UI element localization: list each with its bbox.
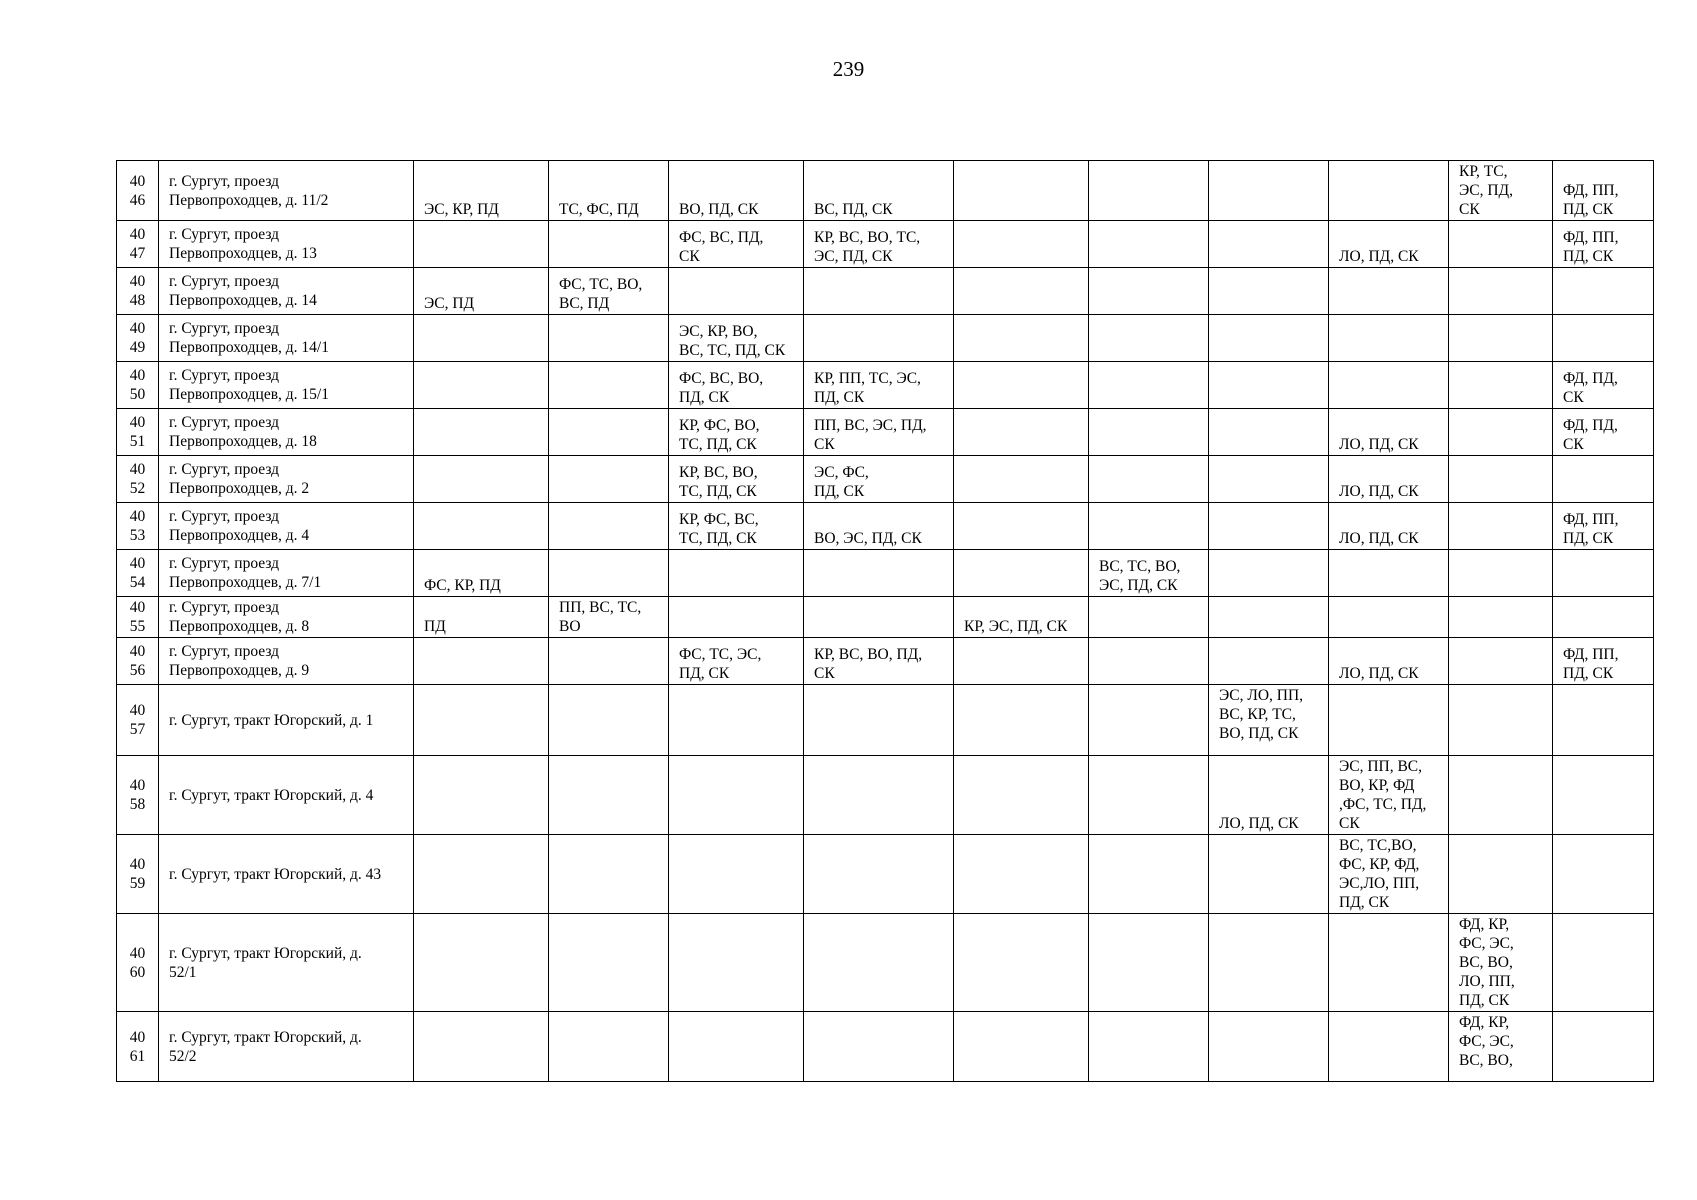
address-cell	[159, 409, 414, 456]
service-codes: ПП, ВС, ТС, ВО	[559, 599, 642, 635]
address-text: г. Сургут, тракт Югорский, д. 52/2	[169, 1028, 362, 1065]
service-cell	[1089, 409, 1209, 456]
service-cell	[549, 685, 669, 756]
service-cell	[414, 161, 549, 221]
service-codes: ФД, ПП, ПД, СК	[1563, 511, 1619, 547]
service-cell	[804, 597, 954, 638]
service-codes: ЛО, ПД, СК	[1339, 530, 1419, 547]
service-cell	[1553, 456, 1654, 503]
service-cell	[954, 638, 1089, 685]
service-cell	[1329, 503, 1449, 550]
service-cell	[549, 268, 669, 315]
row-number-cell	[117, 638, 159, 685]
service-codes: КР, ВС, ВО, ТС, ПД, СК	[679, 464, 758, 500]
service-cell	[954, 1012, 1089, 1082]
service-codes: ЭС, ПД	[424, 295, 475, 312]
row-number: 40 61	[129, 1028, 146, 1065]
service-codes: ФД, ПП, ПД, СК	[1563, 182, 1619, 218]
service-codes: КР, ФС, ВО, ТС, ПД, СК	[679, 417, 760, 453]
row-number-cell	[117, 268, 159, 315]
service-codes: ЭС, ПП, ВС, ВО, КР, ФД ,ФС, ТС, ПД, СК	[1339, 758, 1427, 832]
service-cell	[1089, 685, 1209, 756]
service-cell	[1209, 638, 1329, 685]
service-cell	[549, 597, 669, 638]
row-number-cell	[117, 362, 159, 409]
address-text: г. Сургут, проезд Первопроходцев, д. 9	[169, 643, 310, 679]
service-cell	[954, 362, 1089, 409]
service-codes: КР, ПП, ТС, ЭС, ПД, СК	[814, 370, 921, 406]
service-cell	[1449, 638, 1553, 685]
table-row	[117, 221, 1654, 268]
service-cell	[414, 835, 549, 914]
address-text: г. Сургут, тракт Югорский, д. 43	[169, 865, 382, 883]
address-cell	[159, 362, 414, 409]
service-cell	[1553, 221, 1654, 268]
service-cell	[954, 756, 1089, 835]
service-cell	[1553, 161, 1654, 221]
service-cell	[669, 503, 804, 550]
row-number: 40 54	[129, 555, 146, 591]
service-cell	[1449, 503, 1553, 550]
service-cell	[669, 1012, 804, 1082]
service-cell	[954, 597, 1089, 638]
service-cell	[414, 550, 549, 597]
service-cell	[954, 550, 1089, 597]
service-cell	[804, 756, 954, 835]
address-cell	[159, 1012, 414, 1082]
service-cell	[549, 409, 669, 456]
table-row	[117, 161, 1654, 221]
address-cell	[159, 914, 414, 1012]
address-text: г. Сургут, проезд Первопроходцев, д. 7/1	[169, 555, 322, 591]
service-cell	[1449, 315, 1553, 362]
service-codes: ЛО, ПД, СК	[1339, 483, 1419, 500]
service-cell	[1553, 1012, 1654, 1082]
service-codes: ФД, ПП, ПД, СК	[1563, 646, 1619, 682]
service-cell	[1089, 503, 1209, 550]
service-cell	[549, 161, 669, 221]
address-text: г. Сургут, проезд Первопроходцев, д. 4	[169, 508, 310, 544]
row-number-cell	[117, 914, 159, 1012]
address-cell	[159, 503, 414, 550]
row-number-cell	[117, 315, 159, 362]
service-codes: ФС, КР, ПД	[424, 577, 501, 594]
row-number-cell	[117, 1012, 159, 1082]
service-cell	[954, 268, 1089, 315]
service-cell	[549, 1012, 669, 1082]
address-cell	[159, 597, 414, 638]
service-cell	[1449, 914, 1553, 1012]
address-cell	[159, 315, 414, 362]
service-cell	[669, 268, 804, 315]
table-row	[117, 1012, 1654, 1082]
service-cell	[669, 756, 804, 835]
service-cell	[669, 685, 804, 756]
service-cell	[954, 221, 1089, 268]
table-row	[117, 685, 1654, 756]
service-cell	[1449, 362, 1553, 409]
address-cell	[159, 550, 414, 597]
service-cell	[1209, 550, 1329, 597]
service-cell	[414, 685, 549, 756]
service-cell	[1553, 597, 1654, 638]
service-cell	[804, 456, 954, 503]
table-row	[117, 503, 1654, 550]
row-number-cell	[117, 835, 159, 914]
table-row	[117, 914, 1654, 1012]
service-cell	[1449, 456, 1553, 503]
service-cell	[414, 456, 549, 503]
service-codes: ЭС, ФС, ПД, СК	[814, 464, 869, 500]
service-cell	[1209, 503, 1329, 550]
service-cell	[1329, 268, 1449, 315]
table-row	[117, 550, 1654, 597]
service-cell	[1329, 221, 1449, 268]
service-codes: ТС, ФС, ПД	[559, 201, 639, 218]
service-cell	[954, 685, 1089, 756]
service-codes: ЛО, ПД, СК	[1339, 436, 1419, 453]
service-cell	[1329, 1012, 1449, 1082]
service-codes: ФС, ТС, ЭС, ПД, СК	[679, 646, 762, 682]
table-row	[117, 456, 1654, 503]
address-text: г. Сургут, проезд Первопроходцев, д. 18	[169, 414, 317, 450]
service-cell	[1329, 362, 1449, 409]
service-cell	[804, 268, 954, 315]
service-cell	[1209, 756, 1329, 835]
service-cell	[954, 161, 1089, 221]
address-cell	[159, 161, 414, 221]
address-register-table	[116, 160, 1654, 1082]
table-row	[117, 597, 1654, 638]
address-text: г. Сургут, проезд Первопроходцев, д. 15/1	[169, 367, 329, 403]
address-text: г. Сургут, тракт Югорский, д. 52/1	[169, 944, 362, 981]
row-number-cell	[117, 503, 159, 550]
service-cell	[414, 638, 549, 685]
service-cell	[1553, 835, 1654, 914]
service-cell	[1209, 456, 1329, 503]
row-number: 40 53	[129, 508, 146, 544]
row-number: 40 50	[129, 367, 146, 403]
service-codes: ВО, ЭС, ПД, СК	[814, 530, 922, 547]
row-number-cell	[117, 456, 159, 503]
table-row	[117, 315, 1654, 362]
service-codes: ВО, ПД, СК	[679, 201, 759, 218]
service-cell	[549, 503, 669, 550]
service-codes: ФС, ВС, ПД, СК	[679, 229, 764, 265]
address-cell	[159, 268, 414, 315]
row-number: 40 47	[129, 226, 146, 262]
service-cell	[1329, 456, 1449, 503]
service-cell	[804, 161, 954, 221]
service-cell	[804, 503, 954, 550]
service-cell	[414, 503, 549, 550]
service-cell	[1089, 914, 1209, 1012]
service-cell	[1553, 550, 1654, 597]
service-codes: ВС, ТС,ВО, ФС, КР, ФД, ЭС,ЛО, ПП, ПД, СК	[1339, 837, 1420, 911]
row-number-cell	[117, 756, 159, 835]
service-cell	[1553, 756, 1654, 835]
service-cell	[954, 835, 1089, 914]
service-cell	[1449, 1012, 1553, 1082]
service-cell	[549, 756, 669, 835]
service-cell	[669, 456, 804, 503]
address-cell	[159, 685, 414, 756]
service-cell	[1209, 1012, 1329, 1082]
service-cell	[804, 221, 954, 268]
table-row	[117, 835, 1654, 914]
service-cell	[1553, 638, 1654, 685]
service-cell	[1089, 362, 1209, 409]
service-codes: ВС, ТС, ВО, ЭС, ПД, СК	[1099, 558, 1181, 594]
service-codes: ЭС, КР, ВО, ВС, ТС, ПД, СК	[679, 323, 786, 359]
address-text: г. Сургут, проезд Первопроходцев, д. 2	[169, 461, 310, 497]
service-cell	[804, 315, 954, 362]
service-cell	[1209, 409, 1329, 456]
address-cell	[159, 456, 414, 503]
service-cell	[1329, 597, 1449, 638]
address-cell	[159, 221, 414, 268]
service-codes: ФД, ПД, СК	[1563, 370, 1618, 406]
service-cell	[1089, 597, 1209, 638]
service-codes: ФД, ПП, ПД, СК	[1563, 229, 1619, 265]
table-row	[117, 638, 1654, 685]
row-number: 40 58	[129, 777, 146, 813]
service-cell	[1209, 597, 1329, 638]
service-cell	[414, 315, 549, 362]
address-cell	[159, 835, 414, 914]
service-cell	[669, 835, 804, 914]
service-cell	[804, 914, 954, 1012]
service-cell	[669, 914, 804, 1012]
service-cell	[1553, 268, 1654, 315]
address-text: г. Сургут, тракт Югорский, д. 1	[169, 711, 374, 729]
service-cell	[1089, 456, 1209, 503]
service-cell	[954, 503, 1089, 550]
row-number-cell	[117, 597, 159, 638]
service-cell	[549, 835, 669, 914]
service-cell	[669, 315, 804, 362]
service-cell	[1089, 756, 1209, 835]
row-number-cell	[117, 685, 159, 756]
service-codes: ЛО, ПД, СК	[1339, 248, 1419, 265]
service-cell	[669, 221, 804, 268]
row-number: 40 51	[129, 414, 146, 450]
table-row	[117, 362, 1654, 409]
service-cell	[549, 550, 669, 597]
service-cell	[1329, 638, 1449, 685]
row-number: 40 57	[129, 702, 146, 738]
row-number-cell	[117, 550, 159, 597]
service-cell	[1329, 161, 1449, 221]
row-number-cell	[117, 161, 159, 221]
service-cell	[414, 362, 549, 409]
address-text: г. Сургут, тракт Югорский, д. 4	[169, 786, 374, 804]
service-cell	[1449, 221, 1553, 268]
service-cell	[804, 409, 954, 456]
service-cell	[1209, 315, 1329, 362]
service-codes: ФС, ТС, ВО, ВС, ПД	[559, 276, 643, 312]
service-cell	[1449, 597, 1553, 638]
service-cell	[1553, 409, 1654, 456]
address-cell	[159, 638, 414, 685]
service-cell	[1553, 914, 1654, 1012]
service-cell	[1089, 550, 1209, 597]
service-cell	[1329, 315, 1449, 362]
service-codes: КР, ВС, ВО, ПД, СК	[814, 646, 923, 682]
service-cell	[669, 550, 804, 597]
service-cell	[1553, 362, 1654, 409]
row-number: 40 59	[129, 856, 146, 892]
service-cell	[1553, 685, 1654, 756]
service-cell	[549, 221, 669, 268]
service-codes: КР, ТС, ЭС, ПД, СК	[1459, 163, 1513, 218]
row-number: 40 60	[129, 944, 146, 981]
service-cell	[1209, 914, 1329, 1012]
service-cell	[1209, 268, 1329, 315]
service-cell	[954, 315, 1089, 362]
address-text: г. Сургут, проезд Первопроходцев, д. 13	[169, 226, 317, 262]
service-cell	[414, 409, 549, 456]
service-cell	[1089, 221, 1209, 268]
service-cell	[804, 685, 954, 756]
service-cell	[549, 914, 669, 1012]
service-cell	[549, 638, 669, 685]
address-text: г. Сургут, проезд Первопроходцев, д. 14	[169, 273, 317, 309]
service-cell	[1553, 503, 1654, 550]
service-cell	[1089, 161, 1209, 221]
service-codes: ВС, ПД, СК	[814, 201, 893, 218]
service-codes: ФД, КР, ФС, ЭС, ВС, ВО, ЛО, ПП, ПД, СК	[1459, 916, 1515, 1009]
service-cell	[1449, 756, 1553, 835]
service-cell	[1329, 835, 1449, 914]
table-row	[117, 268, 1654, 315]
service-cell	[1449, 550, 1553, 597]
service-cell	[549, 456, 669, 503]
row-number: 40 49	[129, 320, 146, 356]
service-cell	[414, 268, 549, 315]
service-cell	[669, 597, 804, 638]
row-number: 40 55	[129, 599, 146, 635]
service-cell	[669, 638, 804, 685]
service-cell	[1553, 315, 1654, 362]
service-cell	[414, 756, 549, 835]
service-cell	[549, 362, 669, 409]
service-cell	[414, 221, 549, 268]
service-cell	[1089, 268, 1209, 315]
service-cell	[414, 1012, 549, 1082]
row-number: 40 56	[129, 643, 146, 679]
service-cell	[1209, 362, 1329, 409]
service-cell	[1449, 409, 1553, 456]
service-cell	[669, 362, 804, 409]
service-cell	[1209, 835, 1329, 914]
service-cell	[954, 456, 1089, 503]
service-cell	[1209, 161, 1329, 221]
table-body	[117, 161, 1654, 1082]
service-codes: КР, ФС, ВС, ТС, ПД, СК	[679, 511, 759, 547]
address-text: г. Сургут, проезд Первопроходцев, д. 14/1	[169, 320, 329, 356]
service-cell	[1089, 638, 1209, 685]
service-cell	[669, 161, 804, 221]
page-number: 239	[832, 57, 865, 81]
service-cell	[1329, 550, 1449, 597]
service-cell	[954, 409, 1089, 456]
service-cell	[414, 597, 549, 638]
table-row	[117, 756, 1654, 835]
service-cell	[804, 550, 954, 597]
row-number-cell	[117, 409, 159, 456]
service-cell	[1449, 268, 1553, 315]
row-number: 40 46	[129, 172, 146, 209]
service-codes: ЭС, КР, ПД	[424, 201, 499, 218]
address-text: г. Сургут, проезд Первопроходцев, д. 11/2	[169, 172, 329, 209]
service-cell	[1449, 161, 1553, 221]
address-cell	[159, 756, 414, 835]
address-text: г. Сургут, проезд Первопроходцев, д. 8	[169, 599, 310, 635]
service-cell	[1089, 315, 1209, 362]
row-number: 40 52	[129, 461, 146, 497]
service-cell	[414, 914, 549, 1012]
service-cell	[1449, 685, 1553, 756]
service-cell	[1449, 835, 1553, 914]
service-cell	[549, 315, 669, 362]
service-cell	[1329, 756, 1449, 835]
service-codes: ЛО, ПД, СК	[1339, 665, 1419, 682]
service-cell	[1209, 221, 1329, 268]
service-codes: КР, ЭС, ПД, СК	[964, 618, 1068, 635]
service-cell	[1329, 914, 1449, 1012]
service-codes: ФД, ПД, СК	[1563, 417, 1618, 453]
service-codes: ЛО, ПД, СК	[1219, 815, 1299, 832]
service-cell	[804, 362, 954, 409]
service-codes: ПД	[424, 618, 446, 635]
service-cell	[954, 914, 1089, 1012]
row-number-cell	[117, 221, 159, 268]
service-codes: ФД, КР, ФС, ЭС, ВС, ВО,	[1459, 1014, 1514, 1069]
service-cell	[804, 835, 954, 914]
service-cell	[1329, 685, 1449, 756]
service-cell	[1209, 685, 1329, 756]
service-cell	[804, 1012, 954, 1082]
service-cell	[1089, 1012, 1209, 1082]
table-row	[117, 409, 1654, 456]
service-cell	[1329, 409, 1449, 456]
service-cell	[1089, 835, 1209, 914]
service-cell	[669, 409, 804, 456]
service-codes: ПП, ВС, ЭС, ПД, СК	[814, 417, 927, 453]
service-codes: КР, ВС, ВО, ТС, ЭС, ПД, СК	[814, 229, 921, 265]
service-codes: ЭС, ЛО, ПП, ВС, КР, ТС, ВО, ПД, СК	[1219, 687, 1304, 742]
service-cell	[804, 638, 954, 685]
service-codes: ФС, ВС, ВО, ПД, СК	[679, 370, 764, 406]
row-number: 40 48	[129, 273, 146, 309]
